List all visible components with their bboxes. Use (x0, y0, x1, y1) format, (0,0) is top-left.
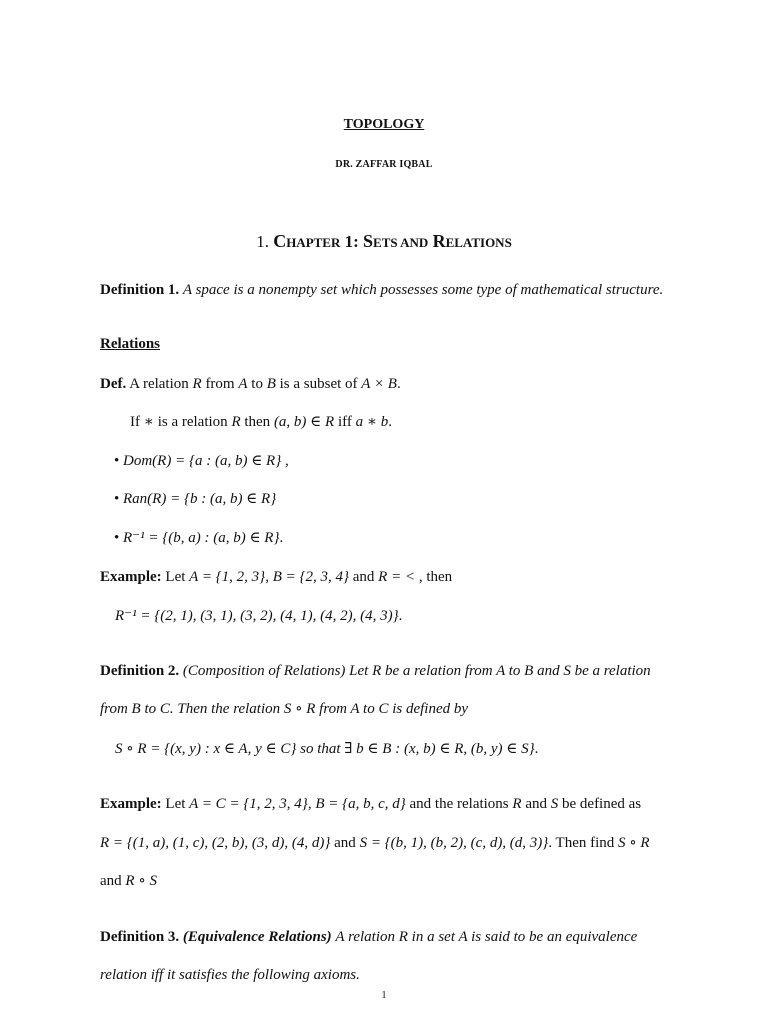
math-cartesian: A × B (361, 376, 397, 392)
def-text: is a subset of (279, 376, 358, 392)
sets-initial: S (363, 231, 374, 251)
author: DR. ZAFFAR IQBAL (335, 159, 433, 170)
relations-initial: R (432, 231, 446, 251)
math-inverse: R⁻¹ = {(b, a) : (a, b) ∈ R} (123, 530, 280, 546)
definition-3-line-2: relation iff it satisfies the following axioms. (100, 967, 360, 983)
math-S-set: S = {(b, 1), (b, 2), (c, d), (d, 3)} (359, 835, 549, 851)
definition-2-label: Definition 2. (100, 663, 180, 679)
def-relation (100, 374, 401, 394)
def-text: to (251, 376, 263, 392)
sets-word: ETS AND (373, 235, 429, 250)
math-ran: Ran(R) = {b : (a, b) ∈ R} (123, 491, 277, 507)
math-star: ∗ (143, 414, 154, 430)
def-label: Def. (100, 376, 127, 392)
bullet-tail: . (279, 530, 284, 546)
definition-3-text: A relation R in a set A is said to be an equivalence (335, 929, 638, 945)
chapter-word: HAPTER (286, 235, 341, 250)
math-set-B: B = {a, b, c, d} (315, 796, 406, 812)
example-text: and (100, 873, 122, 889)
definition-1-text: A space is a nonempty set which possesses some type of mathematical structure. (182, 282, 664, 298)
math-pair: (a, b) ∈ R (273, 414, 335, 430)
bullet-mark: • (114, 453, 120, 469)
math-set-B: B = {2, 3, 4} (272, 569, 349, 585)
composition-formula (115, 739, 538, 759)
section-heading-relations: Relations (100, 336, 160, 352)
def-text: from (205, 376, 235, 392)
math-set-AC: A = C = {1, 2, 3, 4} (189, 796, 308, 812)
example-text: and (525, 796, 547, 812)
definition-2-text: (Composition of Relations) Let R be a relation from A to B and S be a relation (182, 663, 651, 679)
example-2 (100, 794, 641, 814)
formula-text: . (534, 741, 539, 757)
math-R-def: R = < (378, 569, 416, 585)
definition-3-heading: (Equivalence Relations) (182, 929, 332, 945)
math-R: R (192, 376, 202, 392)
bullet-mark: • (114, 491, 120, 507)
definition-2-line-2: from B to C. Then the relation S ∘ R from A to C is defined by (100, 701, 469, 717)
bullet-item (114, 528, 283, 548)
math-result: R⁻¹ = {(2, 1), (3, 1), (3, 2), (4, 1), (4, 2), (4, 3)} (115, 608, 399, 624)
relations-word: ELATIONS (445, 235, 512, 250)
example-text: . Then find (548, 835, 615, 851)
example-2-line-2 (100, 833, 650, 853)
chapter-word-initial: C (273, 231, 287, 251)
definition-2 (100, 661, 651, 681)
example-label: Example: (100, 796, 162, 812)
bullet-mark: • (114, 530, 120, 546)
definition-3 (100, 927, 637, 947)
math-R: R (231, 414, 241, 430)
example-text: and (334, 835, 356, 851)
math-set-A: A = {1, 2, 3} (189, 569, 266, 585)
page-number: 1 (381, 990, 387, 1001)
math-relation: a ∗ b (355, 414, 389, 430)
example-text: , then (418, 569, 453, 585)
math-R-set: R = {(1, a), (1, c), (2, b), (3, d), (4, d)} (100, 835, 331, 851)
definition-1-label: Definition 1. (100, 282, 180, 298)
example-text: , (265, 569, 269, 585)
example-text: . (398, 608, 403, 624)
chapter-heading (0, 230, 768, 254)
example-text: , (307, 796, 312, 812)
example-2-line-3 (100, 871, 157, 891)
if-line (130, 412, 392, 432)
example-text: Let (165, 569, 186, 585)
chapter-num: 1: (340, 232, 364, 251)
def-text: . (396, 376, 401, 392)
math-R: R (512, 796, 522, 812)
math-S-o-R: S ∘ R (618, 835, 650, 851)
def-text: A relation (129, 376, 189, 392)
bullet-item (114, 489, 276, 509)
chapter-number: 1. (256, 232, 269, 251)
definition-1 (100, 280, 663, 300)
bullet-tail: , (281, 453, 289, 469)
math-S: S (550, 796, 559, 812)
bullet-item (114, 451, 289, 471)
page-title: TOPOLOGY (343, 117, 425, 132)
example-text: be defined as (562, 796, 642, 812)
math-exists: ∃ b ∈ B : (x, b) ∈ R, (b, y) ∈ S} (344, 741, 535, 757)
math-dom: Dom(R) = {a : (a, b) ∈ R} (123, 453, 282, 469)
math-B: B (266, 376, 276, 392)
math-composition: S ∘ R = {(x, y) : x ∈ A, y ∈ C} (115, 741, 297, 757)
example-text: and (352, 569, 375, 585)
formula-text: so that (300, 741, 341, 757)
if-text: iff (337, 414, 352, 430)
if-text: then (244, 414, 271, 430)
if-text: is a relation (157, 414, 228, 430)
example-text: and the relations (409, 796, 509, 812)
example-text: Let (165, 796, 186, 812)
if-text: If (130, 414, 140, 430)
definition-3-label: Definition 3. (100, 929, 180, 945)
math-A: A (238, 376, 248, 392)
if-text: . (388, 414, 393, 430)
math-R-o-S: R ∘ S (125, 873, 157, 889)
example-label: Example: (100, 569, 162, 585)
example-1-result (115, 606, 402, 626)
example-1 (100, 567, 452, 587)
